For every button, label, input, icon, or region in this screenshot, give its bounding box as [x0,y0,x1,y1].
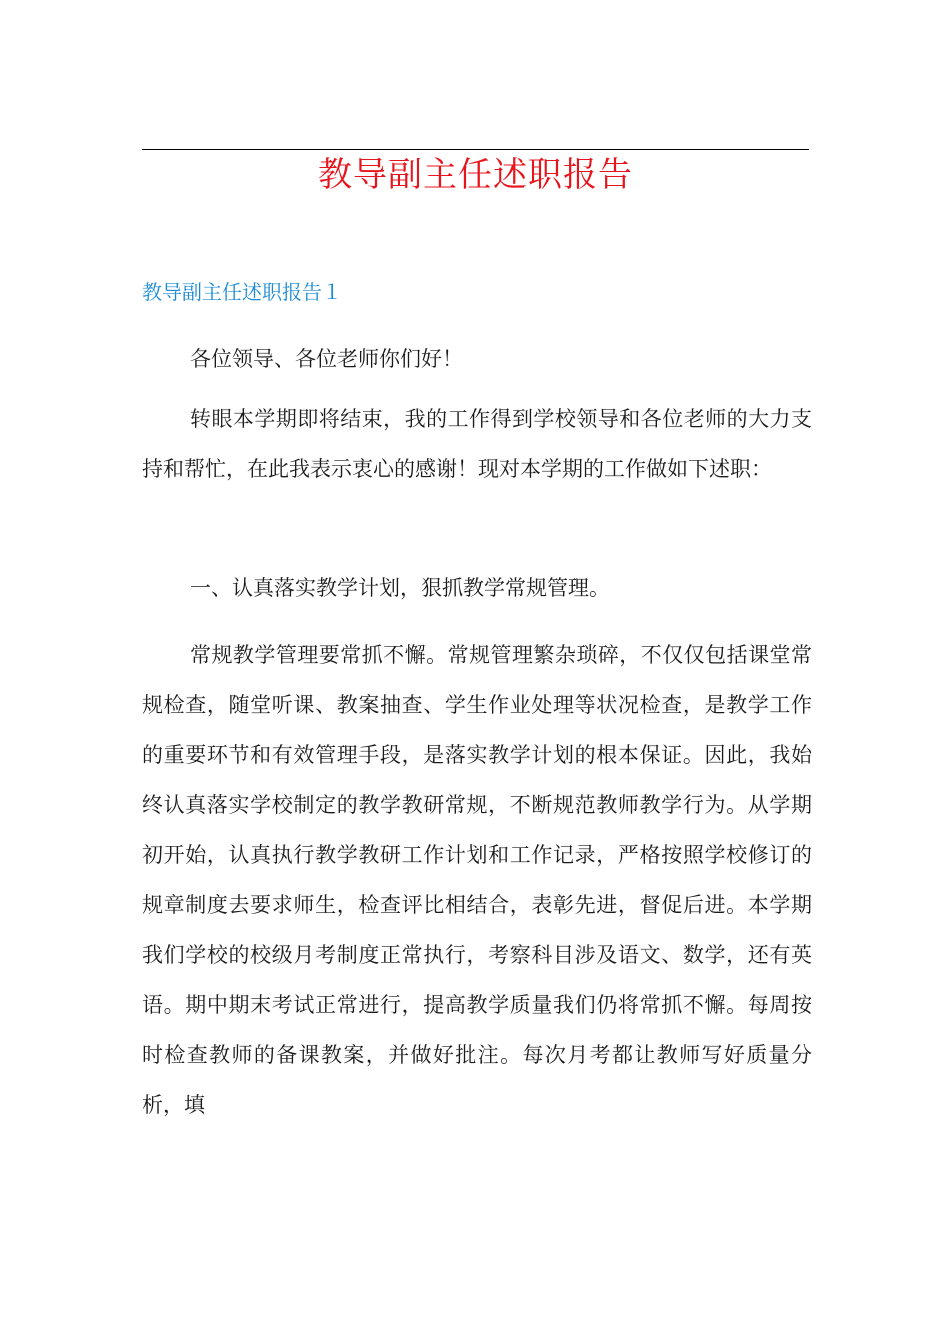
paragraph-greeting: 各位领导、各位老师你们好！ [190,347,463,371]
section-heading: 教导副主任述职报告１ [142,280,342,304]
paragraph-intro: 转眼本学期即将结束，我的工作得到学校领导和各位老师的大力支持和帮忙，在此我表示衷心的感谢！现对本学期的工作做如下述职： [142,407,812,481]
document-title: 教导副主任述职报告 [318,155,633,195]
paragraph-item-1: 一、认真落实教学计划，狠抓教学常规管理。 [190,576,610,600]
paragraph-body: 常规教学管理要常抓不懈。常规管理繁杂琐碎，不仅仅包括课堂常规检查，随堂听课、教案抽查、学生作业处理等状况检查，是教学工作的重要环节和有效管理手段，是落实教学计划的根本保证。因此，我始终认真落实学校制定的教学教研常规，不断规范教师教学行为。从学期初开始，认真执行教学教研工作计划和工作记录，严格按照学校修订的规章制度去要求师生，检查评比相结合，表彰先进，督促后进。本学期我们学校的校级月考制度正常执行，考察科目涉及语文、数学，还有英语。期中期末考试正常进行，提高教学质量我们仍将常抓不懈。每周按时检查教师的备课教案，并做好批注。每次月考都让教师写好质量分析，填 [142,643,812,1117]
